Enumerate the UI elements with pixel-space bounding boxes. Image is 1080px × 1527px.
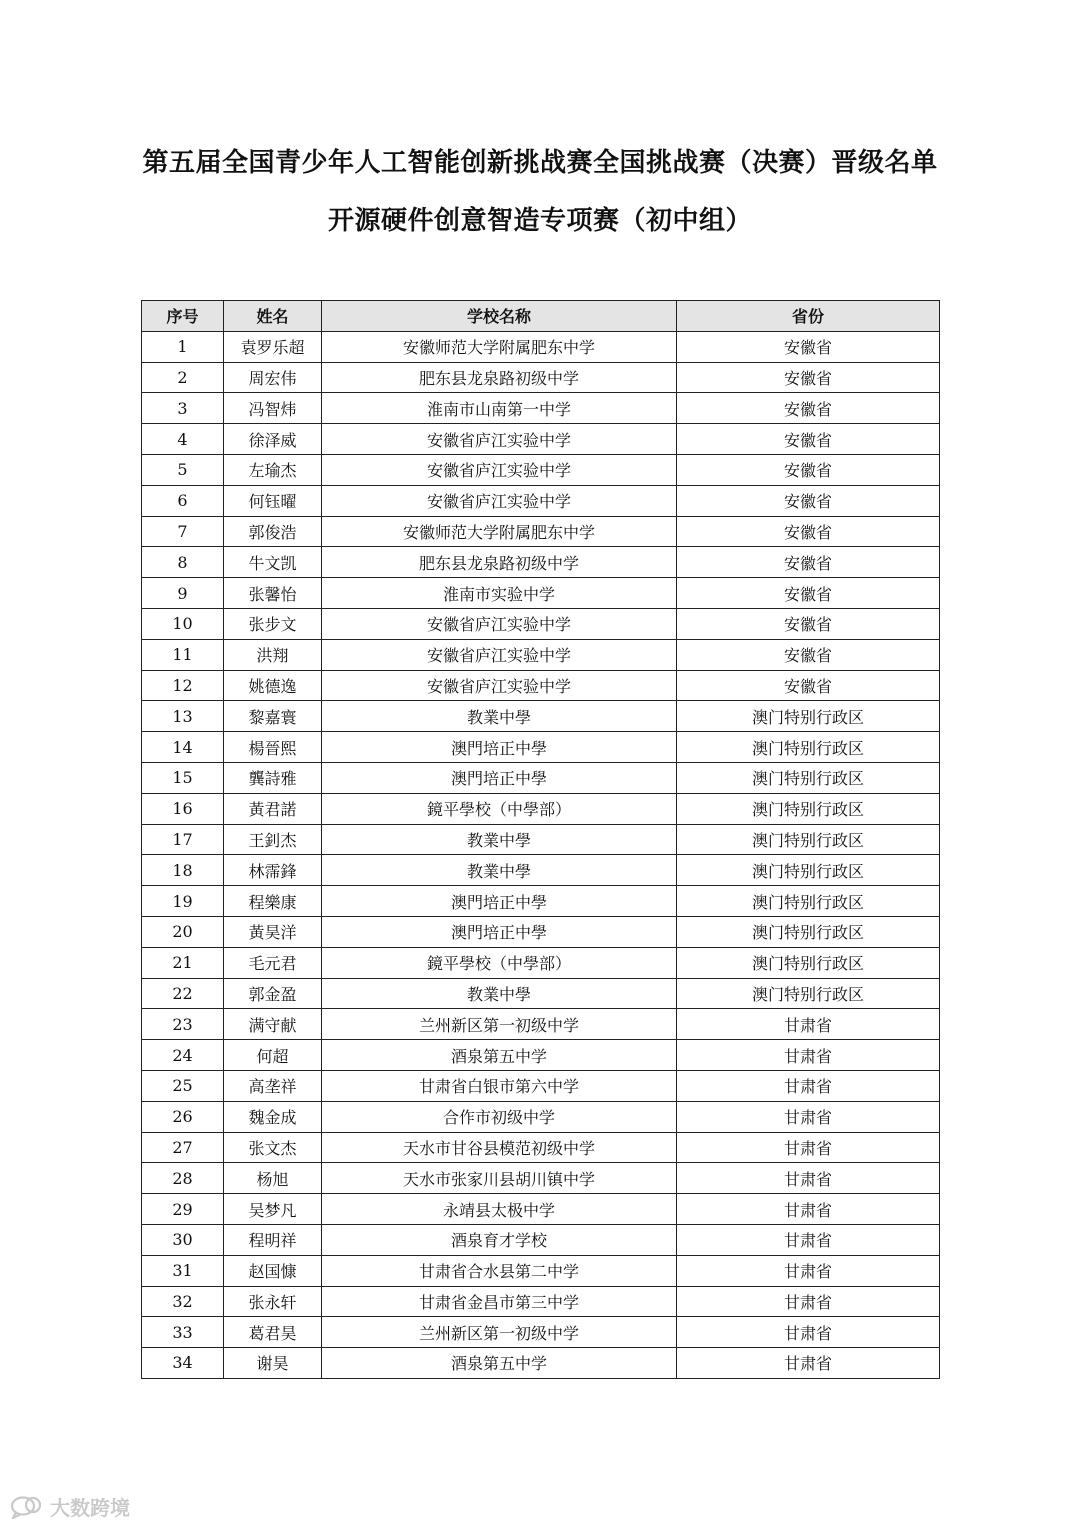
cell-name: 葛君昊	[224, 1317, 322, 1348]
cell-no: 33	[142, 1317, 224, 1348]
cell-no: 28	[142, 1163, 224, 1194]
table-row	[142, 1132, 940, 1163]
cell-school: 兰州新区第一初级中学	[322, 1009, 677, 1040]
cell-no: 22	[142, 978, 224, 1009]
header-name: 姓名	[224, 301, 322, 332]
cell-no: 13	[142, 701, 224, 732]
table-row	[142, 516, 940, 547]
cell-no: 12	[142, 670, 224, 701]
table-row	[142, 331, 940, 362]
table-row	[142, 424, 940, 455]
table-row	[142, 670, 940, 701]
cell-province: 安徽省	[677, 362, 940, 393]
table-row	[142, 947, 940, 978]
table-row	[142, 793, 940, 824]
cell-school: 天水市甘谷县模范初级中学	[322, 1132, 677, 1163]
table-row	[142, 762, 940, 793]
cell-name: 魏金成	[224, 1101, 322, 1132]
table-row	[142, 1348, 940, 1379]
cell-school: 教業中學	[322, 855, 677, 886]
watermark-text: 大数跨境	[50, 1496, 130, 1520]
table-row	[142, 1286, 940, 1317]
cell-province: 安徽省	[677, 578, 940, 609]
cell-no: 24	[142, 1040, 224, 1071]
cell-no: 30	[142, 1224, 224, 1255]
cell-no: 26	[142, 1101, 224, 1132]
cell-name: 姚德逸	[224, 670, 322, 701]
cell-no: 6	[142, 485, 224, 516]
cell-no: 4	[142, 424, 224, 455]
cell-name: 袁罗乐超	[224, 331, 322, 362]
cell-school: 澳門培正中學	[322, 732, 677, 763]
table-row	[142, 393, 940, 424]
table-row	[142, 1317, 940, 1348]
cell-no: 15	[142, 762, 224, 793]
cell-no: 31	[142, 1255, 224, 1286]
cell-school: 安徽省庐江实验中学	[322, 485, 677, 516]
cell-name: 洪翔	[224, 639, 322, 670]
table-row	[142, 608, 940, 639]
cell-school: 淮南市实验中学	[322, 578, 677, 609]
table-row	[142, 1194, 940, 1225]
cell-province: 澳门特别行政区	[677, 732, 940, 763]
cell-school: 天水市张家川县胡川镇中学	[322, 1163, 677, 1194]
cell-no: 20	[142, 916, 224, 947]
cell-school: 教業中學	[322, 824, 677, 855]
header-no: 序号	[142, 301, 224, 332]
cell-province: 安徽省	[677, 608, 940, 639]
cell-name: 黃昊洋	[224, 916, 322, 947]
cell-province: 甘肃省	[677, 1286, 940, 1317]
cell-school: 酒泉第五中学	[322, 1348, 677, 1379]
cell-no: 17	[142, 824, 224, 855]
header-province: 省份	[677, 301, 940, 332]
cell-school: 安徽省庐江实验中学	[322, 639, 677, 670]
cell-name: 张文杰	[224, 1132, 322, 1163]
cell-no: 16	[142, 793, 224, 824]
cell-name: 赵国慷	[224, 1255, 322, 1286]
cell-name: 高垄祥	[224, 1070, 322, 1101]
cell-province: 甘肃省	[677, 1163, 940, 1194]
cell-name: 程樂康	[224, 886, 322, 917]
table-row	[142, 639, 940, 670]
cell-name: 何钰曜	[224, 485, 322, 516]
cell-name: 郭俊浩	[224, 516, 322, 547]
cell-no: 8	[142, 547, 224, 578]
cell-no: 5	[142, 454, 224, 485]
cell-province: 安徽省	[677, 516, 940, 547]
cell-no: 18	[142, 855, 224, 886]
cell-name: 郭金盈	[224, 978, 322, 1009]
table-row	[142, 855, 940, 886]
cell-no: 19	[142, 886, 224, 917]
cell-province: 甘肃省	[677, 1348, 940, 1379]
cell-no: 32	[142, 1286, 224, 1317]
cell-name: 黎嘉寰	[224, 701, 322, 732]
cell-no: 14	[142, 732, 224, 763]
cell-province: 澳门特别行政区	[677, 762, 940, 793]
cell-school: 酒泉育才学校	[322, 1224, 677, 1255]
cell-province: 澳门特别行政区	[677, 824, 940, 855]
cell-no: 29	[142, 1194, 224, 1225]
document-subtitle: 开源硬件创意智造专项赛（初中组）	[327, 206, 752, 236]
cell-no: 3	[142, 393, 224, 424]
cell-school: 澳門培正中學	[322, 886, 677, 917]
cell-name: 谢昊	[224, 1348, 322, 1379]
cell-no: 21	[142, 947, 224, 978]
cell-school: 合作市初级中学	[322, 1101, 677, 1132]
cell-school: 鏡平學校（中學部）	[322, 947, 677, 978]
table-row	[142, 362, 940, 393]
watermark	[10, 1492, 130, 1521]
table-row	[142, 1070, 940, 1101]
cell-no: 9	[142, 578, 224, 609]
table-row	[142, 732, 940, 763]
table-row	[142, 701, 940, 732]
table-body	[142, 331, 940, 1378]
cell-name: 徐泽威	[224, 424, 322, 455]
table-row	[142, 454, 940, 485]
cell-name: 杨旭	[224, 1163, 322, 1194]
cell-province: 甘肃省	[677, 1255, 940, 1286]
cell-no: 1	[142, 331, 224, 362]
cell-province: 甘肃省	[677, 1009, 940, 1040]
cell-province: 澳门特别行政区	[677, 978, 940, 1009]
cell-name: 张步文	[224, 608, 322, 639]
cell-name: 程明祥	[224, 1224, 322, 1255]
cell-no: 25	[142, 1070, 224, 1101]
cell-name: 张永轩	[224, 1286, 322, 1317]
cell-name: 何超	[224, 1040, 322, 1071]
table-row	[142, 578, 940, 609]
table-row	[142, 1040, 940, 1071]
cell-school: 甘肃省金昌市第三中学	[322, 1286, 677, 1317]
table-row	[142, 547, 940, 578]
cell-no: 23	[142, 1009, 224, 1040]
cell-name: 龔詩雅	[224, 762, 322, 793]
cell-name: 吴梦凡	[224, 1194, 322, 1225]
cell-province: 甘肃省	[677, 1132, 940, 1163]
table-row	[142, 916, 940, 947]
cell-school: 教業中學	[322, 701, 677, 732]
cell-school: 甘肃省合水县第二中学	[322, 1255, 677, 1286]
cell-name: 左瑜杰	[224, 454, 322, 485]
cell-no: 27	[142, 1132, 224, 1163]
qualifier-table	[141, 300, 940, 1379]
table-row	[142, 1224, 940, 1255]
cell-province: 安徽省	[677, 424, 940, 455]
cell-province: 安徽省	[677, 485, 940, 516]
cell-school: 酒泉第五中学	[322, 1040, 677, 1071]
cell-school: 永靖县太极中学	[322, 1194, 677, 1225]
table-row	[142, 485, 940, 516]
cell-name: 满守献	[224, 1009, 322, 1040]
cell-no: 2	[142, 362, 224, 393]
cell-province: 甘肃省	[677, 1224, 940, 1255]
table-row	[142, 824, 940, 855]
cell-no: 34	[142, 1348, 224, 1379]
table-row	[142, 1255, 940, 1286]
cell-province: 甘肃省	[677, 1317, 940, 1348]
cell-school: 澳門培正中學	[322, 762, 677, 793]
cell-province: 澳门特别行政区	[677, 701, 940, 732]
cell-school: 甘肃省白银市第六中学	[322, 1070, 677, 1101]
cell-name: 周宏伟	[224, 362, 322, 393]
cell-school: 安徽省庐江实验中学	[322, 670, 677, 701]
cell-school: 鏡平學校（中學部）	[322, 793, 677, 824]
header-school: 学校名称	[322, 301, 677, 332]
table-row	[142, 1163, 940, 1194]
cell-name: 冯智炜	[224, 393, 322, 424]
cell-school: 安徽省庐江实验中学	[322, 608, 677, 639]
cell-no: 11	[142, 639, 224, 670]
cell-province: 澳门特别行政区	[677, 855, 940, 886]
cell-province: 安徽省	[677, 547, 940, 578]
cell-province: 甘肃省	[677, 1194, 940, 1225]
cell-no: 10	[142, 608, 224, 639]
cell-province: 安徽省	[677, 639, 940, 670]
cell-province: 甘肃省	[677, 1101, 940, 1132]
cell-school: 澳門培正中學	[322, 916, 677, 947]
document-title: 第五届全国青少年人工智能创新挑战赛全国挑战赛（决赛）晋级名单	[142, 148, 938, 178]
cell-province: 安徽省	[677, 454, 940, 485]
cell-province: 澳门特别行政区	[677, 793, 940, 824]
cell-name: 楊晉熙	[224, 732, 322, 763]
cell-school: 淮南市山南第一中学	[322, 393, 677, 424]
cell-school: 安徽师范大学附属肥东中学	[322, 516, 677, 547]
cell-province: 安徽省	[677, 670, 940, 701]
cell-school: 肥东县龙泉路初级中学	[322, 547, 677, 578]
table-row	[142, 1009, 940, 1040]
cell-name: 王釗杰	[224, 824, 322, 855]
cell-name: 林霈鋒	[224, 855, 322, 886]
cell-name: 张馨怡	[224, 578, 322, 609]
cell-province: 甘肃省	[677, 1070, 940, 1101]
table-header-row	[142, 301, 940, 332]
cell-province: 澳门特别行政区	[677, 947, 940, 978]
cell-school: 兰州新区第一初级中学	[322, 1317, 677, 1348]
cell-province: 澳门特别行政区	[677, 916, 940, 947]
speech-bubble-logo-icon	[10, 1495, 44, 1519]
cell-school: 肥东县龙泉路初级中学	[322, 362, 677, 393]
table-row	[142, 886, 940, 917]
table-row	[142, 1101, 940, 1132]
cell-name: 毛元君	[224, 947, 322, 978]
cell-province: 安徽省	[677, 393, 940, 424]
cell-no: 7	[142, 516, 224, 547]
cell-school: 教業中學	[322, 978, 677, 1009]
cell-name: 黃君諾	[224, 793, 322, 824]
cell-province: 安徽省	[677, 331, 940, 362]
table-row	[142, 978, 940, 1009]
cell-school: 安徽师范大学附属肥东中学	[322, 331, 677, 362]
cell-school: 安徽省庐江实验中学	[322, 424, 677, 455]
cell-name: 牛文凯	[224, 547, 322, 578]
cell-school: 安徽省庐江实验中学	[322, 454, 677, 485]
cell-province: 甘肃省	[677, 1040, 940, 1071]
cell-province: 澳门特别行政区	[677, 886, 940, 917]
